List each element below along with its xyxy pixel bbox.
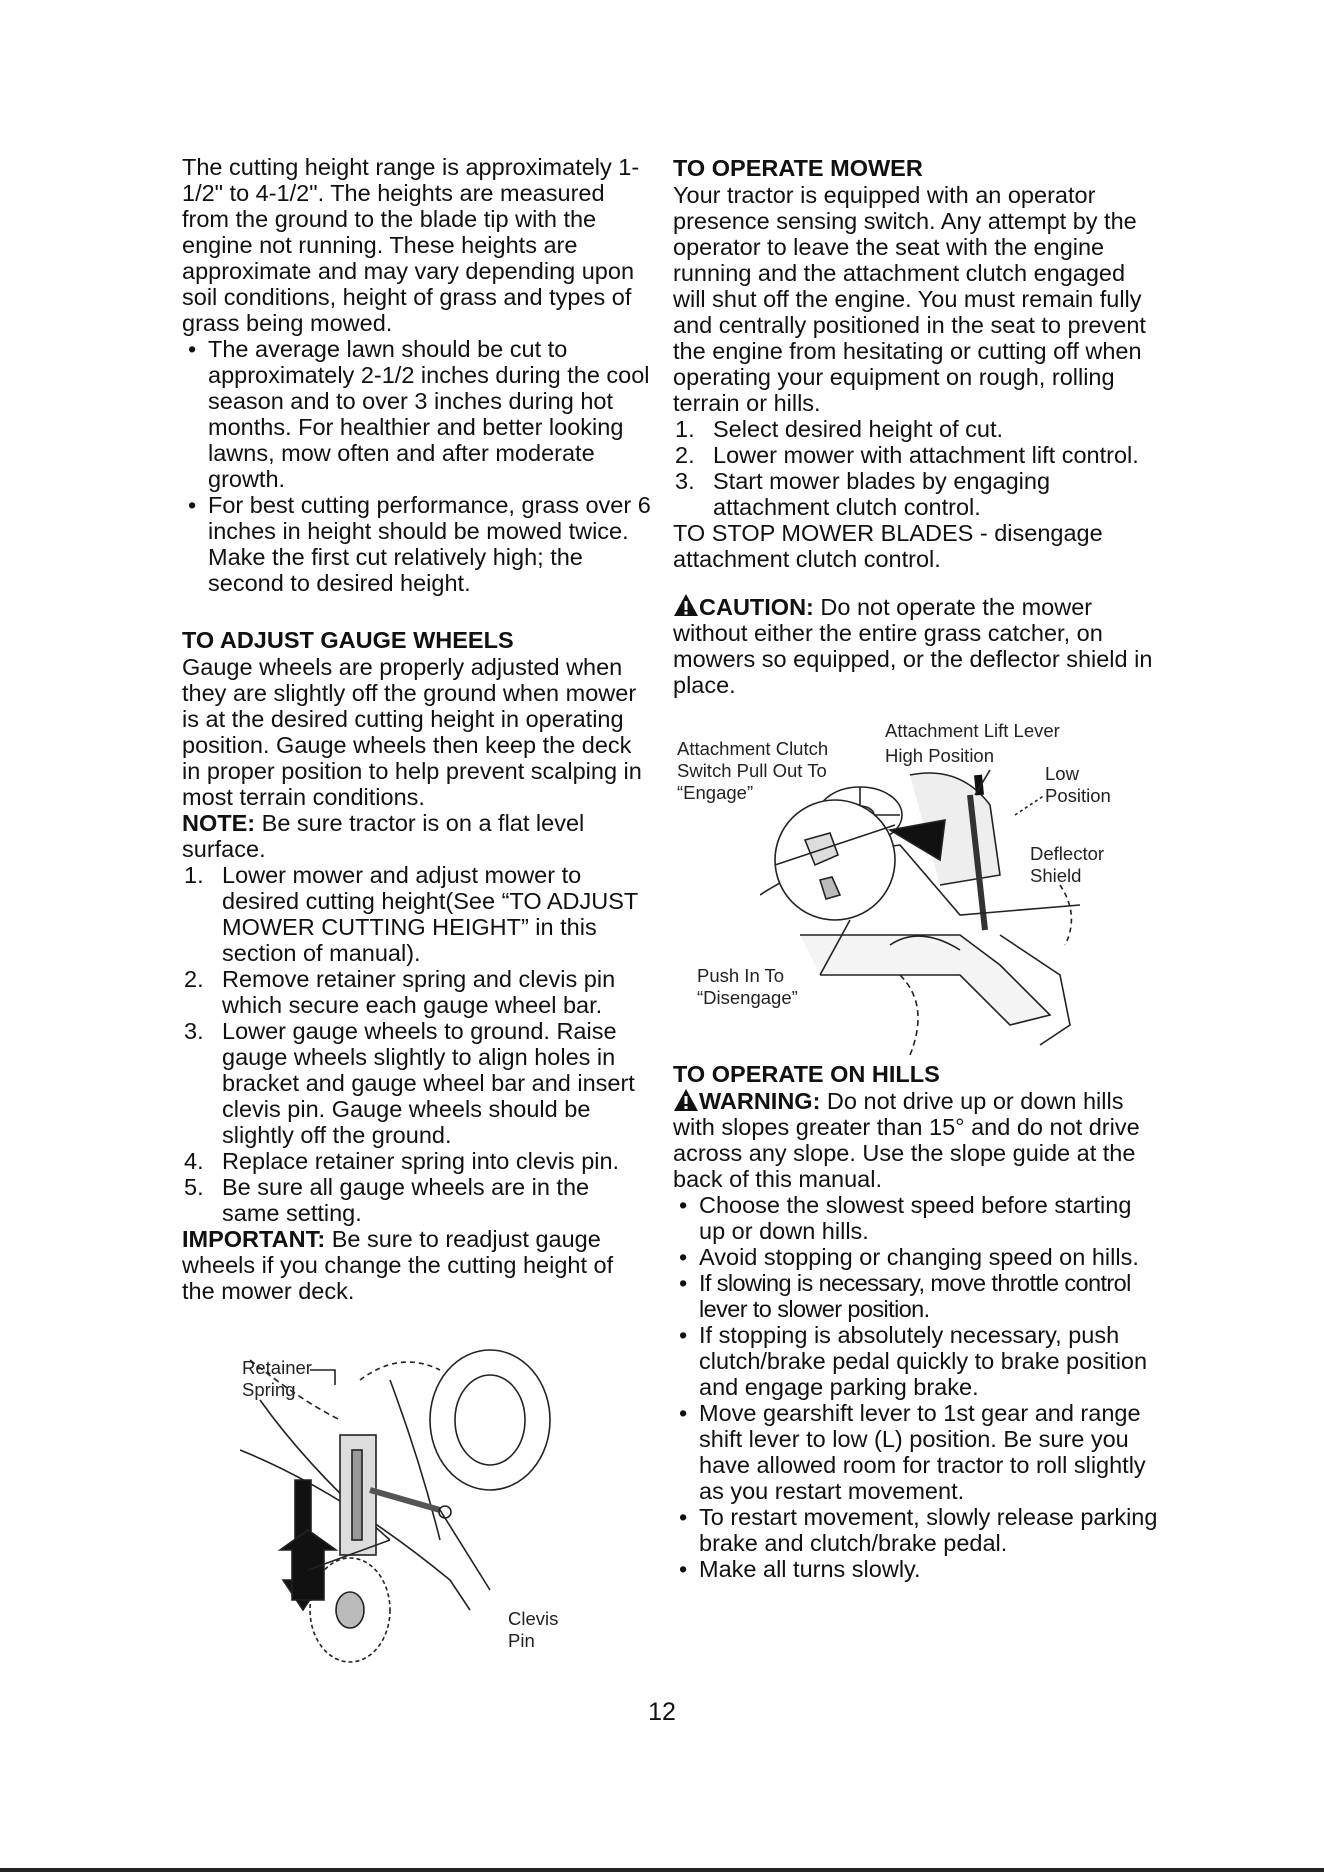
list-item <box>182 862 652 966</box>
list-item: • If stopping is absolutely necessary, push clutch/brake pedal quickly to brake position and engage parking brake. <box>673 1322 1158 1400</box>
list-item <box>182 1018 652 1148</box>
note-paragraph <box>182 810 652 862</box>
operate-mower-text: Your tractor is equipped with an operator presence sensing switch. Any attempt by the operator to leave the seat with the engine running and the attachment clutch engaged will shut off the engine. You must remain fully and centrally positioned in the seat to prevent the engine from hesitating or cutting off when operating your equipment on rough, rolling terrain or hills. <box>673 182 1146 416</box>
list-item <box>673 442 1158 468</box>
step-number: 4. <box>184 1148 204 1174</box>
step-text: Be sure all gauge wheels are in the same setting. <box>222 1174 590 1226</box>
high-position-label: High Position <box>885 745 995 766</box>
bottom-border <box>0 1868 1324 1872</box>
gauge-wheels-heading: TO ADJUST GAUGE WHEELS <box>182 627 514 653</box>
step-text: Select desired height of cut. <box>713 416 1004 442</box>
warning-label: WARNING: <box>699 1088 821 1114</box>
warning-triangle-icon <box>673 1088 699 1112</box>
lawn-tips-list <box>182 336 652 596</box>
list-item: • Avoid stopping or changing speed on hills. <box>673 1244 1158 1270</box>
note-label: NOTE: <box>182 810 256 836</box>
list-item <box>673 416 1158 442</box>
page-number: 12 <box>648 1698 676 1726</box>
list-item: • For best cutting performance, grass over 6 inches in height should be mowed twice. Make the first cut relatively high; the second to desired height. <box>182 492 652 596</box>
lift-lever-label: Attachment Lift Lever <box>885 720 1060 741</box>
list-item: • Make all turns slowly. <box>673 1556 1158 1582</box>
step-text: Start mower blades by engaging attachment clutch control. <box>713 468 1051 520</box>
deflector-shield-label: Deflector Shield <box>1030 843 1105 886</box>
list-item <box>673 468 1158 520</box>
list-item <box>182 1174 652 1226</box>
operate-hills-heading: TO OPERATE ON HILLS <box>673 1061 940 1087</box>
operate-steps-list <box>673 416 1158 520</box>
step-number: 3. <box>184 1018 204 1044</box>
important-paragraph <box>182 1226 652 1304</box>
right-column <box>673 154 1158 698</box>
step-text: Lower mower and adjust mower to desired cutting height(See “TO ADJUST MOWER CUTTING HEIGHT” in this section of manual). <box>222 862 638 966</box>
left-column <box>182 154 652 1304</box>
hills-tips-list <box>673 1192 1158 1582</box>
list-item: • To restart movement, slowly release parking brake and clutch/brake pedal. <box>673 1504 1158 1556</box>
note-text: Be sure tractor is on a flat level surface. <box>182 810 585 862</box>
step-number: 2. <box>675 442 695 468</box>
important-text: Be sure to readjust gauge wheels if you change the cutting height of the mower deck. <box>182 1226 614 1304</box>
warning-text: Do not drive up or down hills with slopes greater than 15° and do not drive across any slope. Use the slope guide at the back of this manual. <box>673 1088 1140 1192</box>
step-number: 2. <box>184 966 204 992</box>
gauge-wheels-text: Gauge wheels are properly adjusted when they are slightly off the ground when mower is at the desired cutting height in operating position. Gauge wheels then keep the deck in proper position to help prevent scalping in most terrain conditions. <box>182 654 642 810</box>
step-text: Remove retainer spring and clevis pin which secure each gauge wheel bar. <box>222 966 616 1018</box>
step-text: Lower mower with attachment lift control. <box>713 442 1139 468</box>
step-number: 1. <box>184 862 204 888</box>
caution-paragraph <box>673 592 1158 698</box>
list-item <box>182 966 652 1018</box>
list-item: • Move gearshift lever to 1st gear and range shift lever to low (L) position. Be sure you have allowed room for tractor to roll slightly as you restart movement. <box>673 1400 1158 1504</box>
retainer-spring-label: Retainer Spring <box>242 1357 312 1400</box>
step-number: 3. <box>675 468 695 494</box>
clutch-switch-label: Attachment Clutch Switch Pull Out To “Engage” <box>677 738 829 803</box>
tractor-controls-illustration <box>760 765 1080 1055</box>
caution-text: Do not operate the mower without either the entire grass catcher, on mowers so equipped, or the deflector shield in place. <box>673 594 1153 698</box>
operate-mower-heading: TO OPERATE MOWER <box>673 155 923 181</box>
step-text: Replace retainer spring into clevis pin. <box>222 1148 620 1174</box>
important-label: IMPORTANT: <box>182 1226 326 1252</box>
warning-triangle-icon <box>673 592 699 618</box>
stop-blades-text: TO STOP MOWER BLADES - disengage attachment clutch control. <box>673 520 1103 572</box>
warning-paragraph <box>673 1088 1158 1192</box>
push-disengage-label: Push In To “Disengage” <box>697 965 798 1008</box>
step-text: Lower gauge wheels to ground. Raise gauge wheels slightly to align holes in bracket and gauge wheel bar and insert clevis pin. Gauge wheels should be slightly off the ground. <box>222 1018 635 1148</box>
hills-section <box>673 1060 1158 1582</box>
gauge-steps-list <box>182 862 652 1226</box>
list-item: • The average lawn should be cut to approximately 2-1/2 inches during the cool season and to over 3 inches during hot months. For healthier and better looking lawns, mow often and after moderate growth. <box>182 336 652 492</box>
list-item: • Choose the slowest speed before starting up or down hills. <box>673 1192 1158 1244</box>
cutting-height-intro: The cutting height range is approximately 1-1/2" to 4-1/2". The heights are measured from the ground to the blade tip with the engine not running. These heights are approximate and may vary depending upon soil conditions, height of grass and types of grass being mowed. <box>182 154 640 336</box>
list-item: • If slowing is necessary, move throttle control lever to slower position. <box>673 1270 1158 1322</box>
step-number: 1. <box>675 416 695 442</box>
list-item <box>182 1148 652 1174</box>
clevis-pin-label: Clevis Pin <box>508 1608 559 1651</box>
step-number: 5. <box>184 1174 204 1200</box>
low-position-label: Low Position <box>1045 763 1111 806</box>
caution-label: CAUTION: <box>699 594 814 620</box>
